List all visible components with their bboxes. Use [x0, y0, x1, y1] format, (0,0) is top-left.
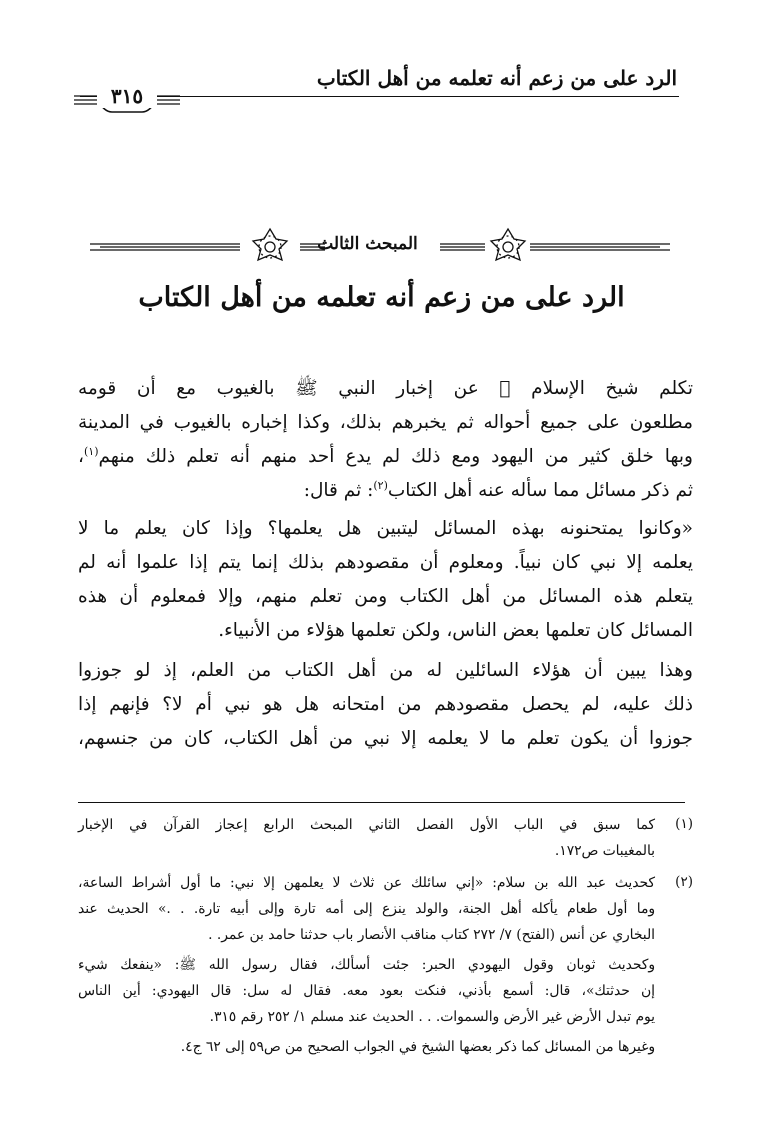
paragraph-line: وهذا يبين أن هؤلاء السائلين له من أهل الكتاب من العلم، إذ لو جوزوا — [78, 660, 693, 681]
paragraph-line: يعلمه إلا نبي كان نبياً. ومعلوم أن مقصودهم بذلك إنما يتم إذا علموا أنه لم — [78, 552, 693, 573]
paragraph-line: المسائل كان تعلمها بعض الناس، ولكن تعلمها هؤلاء من الأنبياء. — [218, 620, 693, 641]
footnote-line: بالمغيبات ص١٧٢. — [554, 843, 655, 859]
section-label: المبحث الثالث — [317, 234, 418, 254]
paragraph-line: مطلعون على جميع أحواله ثم يخبرهم بذلك، وكذا إخباره بالغيوب في المدينة — [78, 412, 693, 433]
footnote-ref-1[interactable]: (١) — [83, 444, 99, 458]
paragraph-1 — [78, 372, 693, 508]
page-number-frame — [72, 82, 182, 118]
paragraph-line-tail: : ثم قال: — [303, 480, 374, 501]
footnote-line: البخاري عن أنس (الفتح) ٧/ ٢٧٢ كتاب مناقب الأنصار باب حدثنا حامد بن عمر. . — [208, 927, 655, 943]
footnote-ref-2[interactable]: (٢) — [373, 478, 388, 492]
footnote-separator — [78, 802, 685, 803]
footnote-1 — [78, 812, 693, 864]
running-header-title: الرد على من زعم أنه تعلمه من أهل الكتاب — [316, 66, 677, 90]
paragraph-line-tail: ، — [78, 446, 84, 467]
paragraph-line — [78, 440, 693, 474]
paragraph-line-text: ثم ذكر مسائل مما سأله عنه أهل الكتاب — [387, 480, 693, 501]
footnote-2 — [78, 870, 693, 1060]
footnote-line: وكحديث ثوبان وقول اليهودي الحبر: جئت أسألك، فقال رسول الله ﷺ: «ينفعك شيء — [78, 957, 655, 973]
footnotes — [78, 812, 693, 1060]
footnote-line: إن حدثتك»، قال: أسمع بأذني، فنكت بعود معه. فقال له سل: قال اليهودي: أين الناس — [78, 983, 655, 999]
paragraph-line: ذلك عليه، لم يحصل مقصودهم من امتحانه هل هو نبي أم لا؟ فإنهم إذا — [78, 694, 693, 715]
footnote-line: كحديث عبد الله بن سلام: «إني سائلك عن ثلاث لا يعلمهن إلا نبي: ما أول أشراط الساعة، — [78, 875, 655, 891]
paragraph-line: تكلم شيخ الإسلام ﷬ عن إخبار النبي ﷺ بالغيوب مع أن قومه — [78, 378, 693, 399]
flower-ornament-icon — [491, 229, 525, 260]
footnote-line: كما سبق في الباب الأول الفصل الثاني المبحث الرابع إعجاز القرآن في الإخبار — [78, 817, 655, 833]
footnote-line: يوم تبدل الأرض غير الأرض والسموات. . . الحديث عند مسلم ١/ ٢٥٢ رقم ٣١٥. — [209, 1009, 655, 1025]
paragraph-line — [78, 474, 693, 508]
footnote-mark: (١) — [675, 816, 693, 832]
paragraph-line: يتعلم هذه المسائل من أهل الكتاب ومن تعلم منهم، وإلا فمعلوم أن هذه — [78, 586, 693, 607]
footnote-mark: (٢) — [675, 874, 693, 890]
page-number: ٣١٥ — [97, 84, 157, 108]
paragraph-3 — [78, 654, 693, 756]
paragraph-2 — [78, 512, 693, 648]
paragraph-line-text: وبها خلق كثير من اليهود ومع ذلك لم يدع أحد منهم أنه تعلم ذلك منهم — [98, 446, 693, 467]
paragraph-line: جوزوا أن يكون تعلم ما لا يعلمه إلا نبي من أهل الكتاب، كان من جنسهم، — [78, 728, 693, 749]
paragraph-line: «وكانوا يمتحنونه بهذه المسائل ليتبين هل يعلمها؟ وإذا كان يعلم ما لا — [78, 518, 693, 539]
chapter-title: الرد على من زعم أنه تعلمه من أهل الكتاب — [138, 282, 625, 313]
footnote-line: وغيرها من المسائل كما ذكر بعضها الشيخ في الجواب الصحيح من ص٥٩ إلى ٦٢ ج٤. — [180, 1039, 655, 1055]
flower-ornament-icon — [253, 229, 287, 260]
footnote-line: وما أول طعام يأكله أهل الجنة، والولد ينزع إلى أمه تارة وإلى أبيه تارة. . .» الحديث عند — [78, 901, 655, 917]
